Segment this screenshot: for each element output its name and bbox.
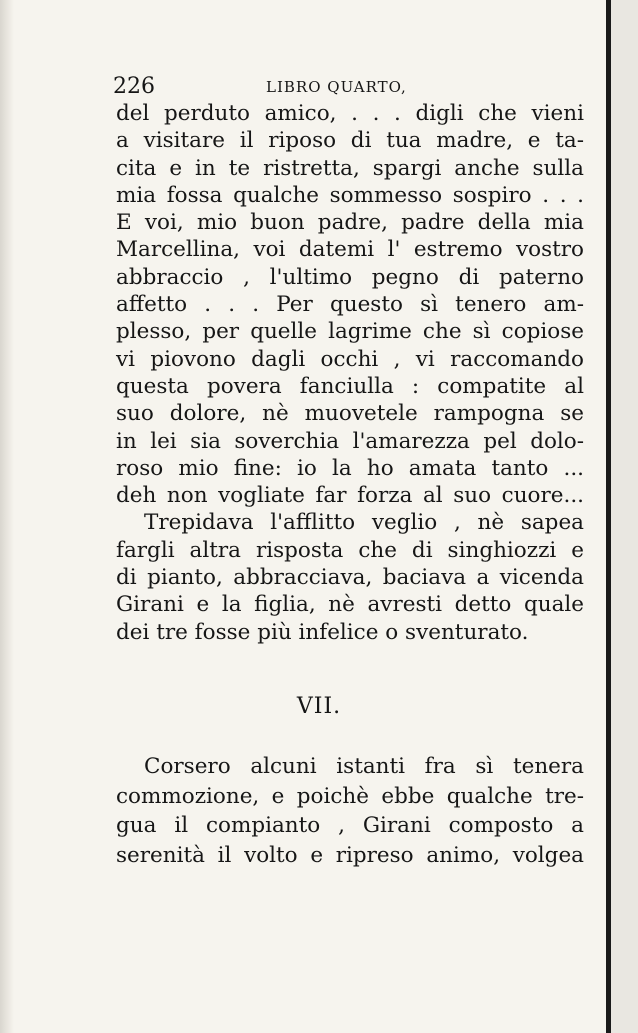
page-number: 226 [113,74,155,99]
body-text-section [116,752,584,870]
page-right-margin [611,0,638,1033]
page-edge-rule [606,0,611,1033]
section-heading: VII. [296,694,342,719]
text-line: deh non vogliate far forza al suo cuore... [116,483,584,509]
body-text [116,100,584,646]
running-title: LIBRO QUARTO, [266,78,407,96]
text-line: fargli altra risposta che di singhiozzi e [116,537,584,563]
text-line: Corsero alcuni istanti fra sì tenera [144,754,584,779]
text-line: serenità il volto e ripreso animo, volgea [116,842,584,868]
page-gutter-shadow [0,0,14,1033]
text-line: suo dolore, nè muovetele rampogna se [116,401,584,427]
text-line: Marcellina, voi datemi l' estremo vostro [116,237,584,263]
text-line: Girani e la figlia, nè avresti detto quale [116,592,584,618]
text-line: questa povera fanciulla : compatite al [116,373,584,399]
text-line: mia fossa qualche sommesso sospiro . . . [116,182,584,208]
page-header [113,72,583,102]
text-line: abbraccio , l'ultimo pegno di paterno [116,264,584,290]
text-line: cita e in te ristretta, spargi anche sulla [116,155,584,181]
text-line: gua il compianto , Girani composto a [116,813,584,838]
text-line: affetto . . . Per questo sì tenero am- [116,292,584,318]
text-line: commozione, e poichè ebbe qualche tre- [116,783,584,809]
text-line: di pianto, abbracciava, baciava a vicenda [116,565,584,591]
text-line: roso mio fine: io la ho amata tanto ... [116,455,584,481]
text-line: dei tre fosse più infelice o sventurato. [116,619,529,645]
text-line: Trepidava l'afflitto veglio , nè sapea [144,510,584,536]
text-line: in lei sia soverchia l'amarezza pel dolo- [116,428,584,454]
text-line: plesso, per quelle lagrime che sì copiose [116,319,584,345]
text-line: a visitare il riposo di tua madre, e ta- [116,128,584,154]
text-line: del perduto amico, . . . digli che vieni [116,101,584,126]
text-line: E voi, mio buon padre, padre della mia [116,210,584,236]
text-line: vi piovono dagli occhi , vi raccomando [116,346,584,372]
